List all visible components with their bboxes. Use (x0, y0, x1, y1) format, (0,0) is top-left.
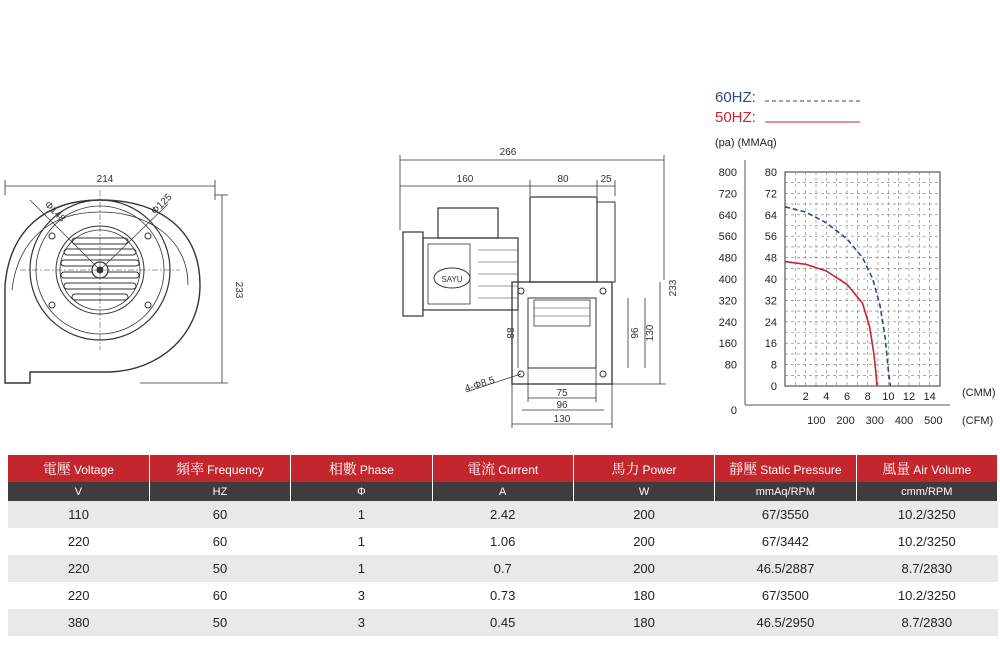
header-en-label: Voltage (73, 462, 114, 477)
y-mmaq-tick: 8 (770, 359, 777, 372)
header-en-label: Frequency (207, 462, 264, 477)
header-cn-label: 風量 (882, 460, 911, 477)
chart-ticks (719, 167, 943, 427)
header-cn-label: 靜壓 (729, 460, 758, 477)
table-cell: 10.2/3250 (856, 582, 997, 609)
unit-cell: A (432, 482, 573, 501)
table-cell: 180 (573, 582, 714, 609)
header-en-label: Air Volume (913, 462, 972, 477)
unit-cell: mmAq/RPM (715, 482, 856, 501)
x-cmm-tick: 12 (902, 391, 916, 403)
header-en-label: Static Pressure (760, 462, 842, 477)
y-pa-tick: 800 (718, 167, 737, 179)
table-row (8, 555, 998, 582)
table-cell: 67/3550 (715, 501, 856, 528)
table-cell: 50 (149, 609, 290, 636)
plot-frame (785, 172, 940, 386)
spec-body (8, 501, 998, 636)
bottom-96-dim: 96 (556, 400, 568, 411)
spec-unit-row (8, 482, 998, 501)
table-cell: 8.7/2830 (856, 609, 997, 636)
y-pa-tick: 480 (718, 252, 737, 265)
x-cmm-label: (CMM) (962, 387, 996, 399)
spec-table (8, 455, 998, 636)
spec-header-row (8, 455, 998, 482)
table-cell: 46.5/2887 (715, 555, 856, 582)
table-cell: 1 (291, 528, 432, 555)
table-cell: 1 (291, 555, 432, 582)
header-cn-label: 電流 (467, 460, 496, 477)
table-cell: 10.2/3250 (856, 528, 997, 555)
table-cell: 67/3442 (715, 528, 856, 555)
y-mmaq-tick: 48 (764, 252, 777, 265)
y-mmaq-tick: 80 (764, 167, 777, 179)
table-cell: 0.73 (432, 582, 573, 609)
y-pa-tick: 400 (718, 274, 737, 286)
unit-cell: W (573, 482, 714, 501)
y-mmaq-tick: 72 (764, 188, 777, 201)
header-voltage (8, 455, 149, 482)
x-cmm-tick: 8 (864, 391, 871, 403)
table-cell: 1 (291, 501, 432, 528)
y-mmaq-tick: 24 (764, 316, 777, 329)
side-height-dim: 233 (668, 279, 679, 297)
y-unit-label: (pa) (MMAq) (715, 137, 777, 149)
header-cn-label: 馬力 (611, 460, 640, 477)
table-cell: 2.42 (432, 501, 573, 528)
y-pa-tick: 160 (718, 338, 737, 351)
y-mmaq-tick: 32 (764, 295, 777, 308)
header-frequency (149, 455, 290, 482)
x-cfm-tick: 400 (894, 415, 914, 427)
y-pa-tick: 0 (730, 405, 737, 417)
table-cell: 60 (149, 582, 290, 609)
legend-60hz-label: 60HZ: (715, 89, 756, 106)
y-mmaq-tick: 64 (764, 209, 777, 222)
x-cmm-tick: 6 (843, 391, 851, 403)
table-cell: 60 (149, 528, 290, 555)
x-cfm-tick: 200 (836, 415, 855, 427)
y-pa-tick: 320 (718, 295, 737, 308)
table-row (8, 501, 998, 528)
brand-label: SAYU (441, 275, 463, 284)
table-cell: 200 (573, 555, 714, 582)
inlet-diameter-dim: Φ148 (41, 199, 68, 225)
table-cell: 50 (149, 555, 290, 582)
header-air-volume (856, 455, 997, 482)
table-cell: 60 (149, 501, 290, 528)
outlet-height-dim: 88 (506, 327, 517, 339)
chart-grid (785, 172, 940, 386)
header-power (573, 455, 714, 482)
header-static-pressure (715, 455, 856, 482)
table-cell: 220 (8, 528, 149, 555)
table-cell: 46.5/2950 (715, 609, 856, 636)
table-cell: 220 (8, 555, 149, 582)
header-cn-label: 頻率 (176, 460, 205, 477)
y-pa-tick: 240 (718, 316, 737, 329)
header-current (432, 455, 573, 482)
unit-cell: Φ (291, 482, 432, 501)
bolt-circle-dim: Φ125 (149, 191, 175, 218)
x-cfm-tick: 300 (865, 415, 884, 427)
table-cell: 8.7/2830 (856, 555, 997, 582)
table-cell: 0.7 (432, 555, 573, 582)
table-row (8, 528, 998, 555)
legend-50hz-label: 50HZ: (715, 109, 756, 126)
unit-cell: HZ (149, 482, 290, 501)
series-50hz-line (785, 262, 877, 386)
front-view (5, 180, 228, 383)
table-cell: 67/3500 (715, 582, 856, 609)
table-row (8, 582, 998, 609)
y-mmaq-tick: 16 (764, 338, 777, 351)
performance-chart (715, 89, 996, 427)
x-cfm-tick: 500 (924, 415, 943, 427)
x-cmm-tick: 14 (923, 391, 936, 403)
table-cell: 220 (8, 582, 149, 609)
x-cfm-tick: 100 (807, 415, 826, 427)
table-cell: 110 (8, 501, 149, 528)
housing-width-dim: 80 (557, 174, 569, 185)
x-cmm-tick: 10 (882, 391, 895, 403)
header-cn-label: 電壓 (42, 460, 71, 477)
chart-series (785, 207, 890, 386)
table-cell: 200 (573, 528, 714, 555)
table-cell: 3 (291, 582, 432, 609)
front-width-dim: 214 (96, 174, 114, 185)
y-pa-tick: 560 (718, 231, 737, 244)
header-en-label: Power (642, 462, 677, 477)
unit-cell: cmm/RPM (856, 482, 997, 501)
inner-height-dim: 96 (630, 327, 641, 339)
table-cell: 0.45 (432, 609, 573, 636)
x-cfm-label: (CFM) (962, 415, 994, 427)
table-cell: 10.2/3250 (856, 501, 997, 528)
side-view (400, 155, 666, 428)
header-phase (291, 455, 432, 482)
bottom-75-dim: 75 (556, 388, 568, 399)
header-cn-label: 相數 (328, 460, 357, 477)
unit-cell: V (8, 482, 149, 501)
y-mmaq-tick: 0 (770, 381, 777, 393)
x-cmm-tick: 4 (823, 391, 830, 403)
y-mmaq-tick: 56 (764, 231, 777, 244)
y-pa-tick: 80 (724, 359, 737, 372)
mounting-holes-dim: 4-Φ8.5 (463, 374, 497, 395)
bottom-130-dim: 130 (553, 414, 571, 425)
y-pa-tick: 640 (718, 209, 737, 222)
table-cell: 200 (573, 501, 714, 528)
outer-height-dim: 130 (645, 324, 656, 342)
header-en-label: Current (498, 462, 539, 477)
table-cell: 1.06 (432, 528, 573, 555)
x-cmm-tick: 2 (802, 391, 809, 403)
table-cell: 180 (573, 609, 714, 636)
motor-length-dim: 160 (456, 174, 474, 185)
y-pa-tick: 720 (718, 188, 737, 201)
overall-length-dim: 266 (499, 147, 517, 158)
table-cell: 3 (291, 609, 432, 636)
front-height-dim: 233 (233, 281, 244, 299)
y-mmaq-tick: 40 (764, 274, 777, 286)
header-en-label: Phase (359, 462, 394, 477)
table-cell: 380 (8, 609, 149, 636)
gap-dim: 25 (600, 174, 612, 185)
table-row (8, 609, 998, 636)
